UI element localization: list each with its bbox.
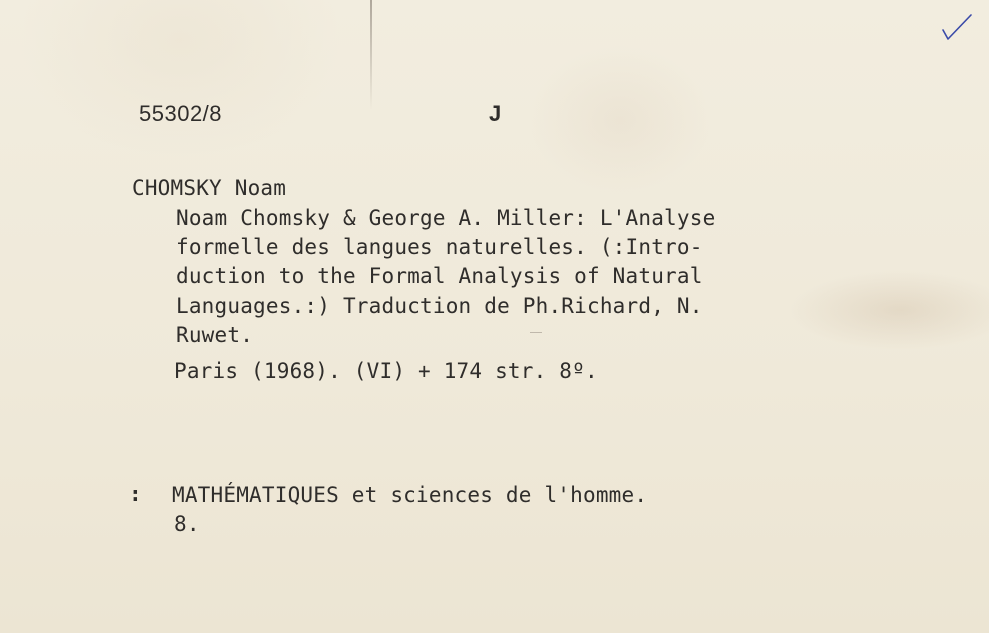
shelf-mark: J bbox=[489, 101, 502, 126]
subject-number: 8. bbox=[174, 512, 200, 536]
subject-bullet: : bbox=[129, 482, 142, 506]
imprint: Paris (1968). (VI) + 174 str. 8º. bbox=[174, 359, 598, 383]
subject-heading: MATHÉMATIQUES et sciences de l'homme. bbox=[172, 483, 648, 507]
call-number: 55302/8 bbox=[139, 101, 223, 126]
check-icon bbox=[940, 12, 974, 46]
paper-crease bbox=[370, 0, 372, 110]
description-line: Noam Chomsky & George A. Miller: L'Analyse bbox=[176, 206, 716, 230]
description-line: Ruwet. bbox=[176, 323, 254, 347]
description-line: duction to the Formal Analysis of Natural bbox=[176, 264, 703, 288]
author-heading: CHOMSKY Noam bbox=[132, 176, 287, 200]
description-line: formelle des langues naturelles. (:Intro- bbox=[176, 235, 703, 259]
paper-mark bbox=[530, 332, 542, 333]
description-line: Languages.:) Traduction de Ph.Richard, N. bbox=[176, 294, 703, 318]
